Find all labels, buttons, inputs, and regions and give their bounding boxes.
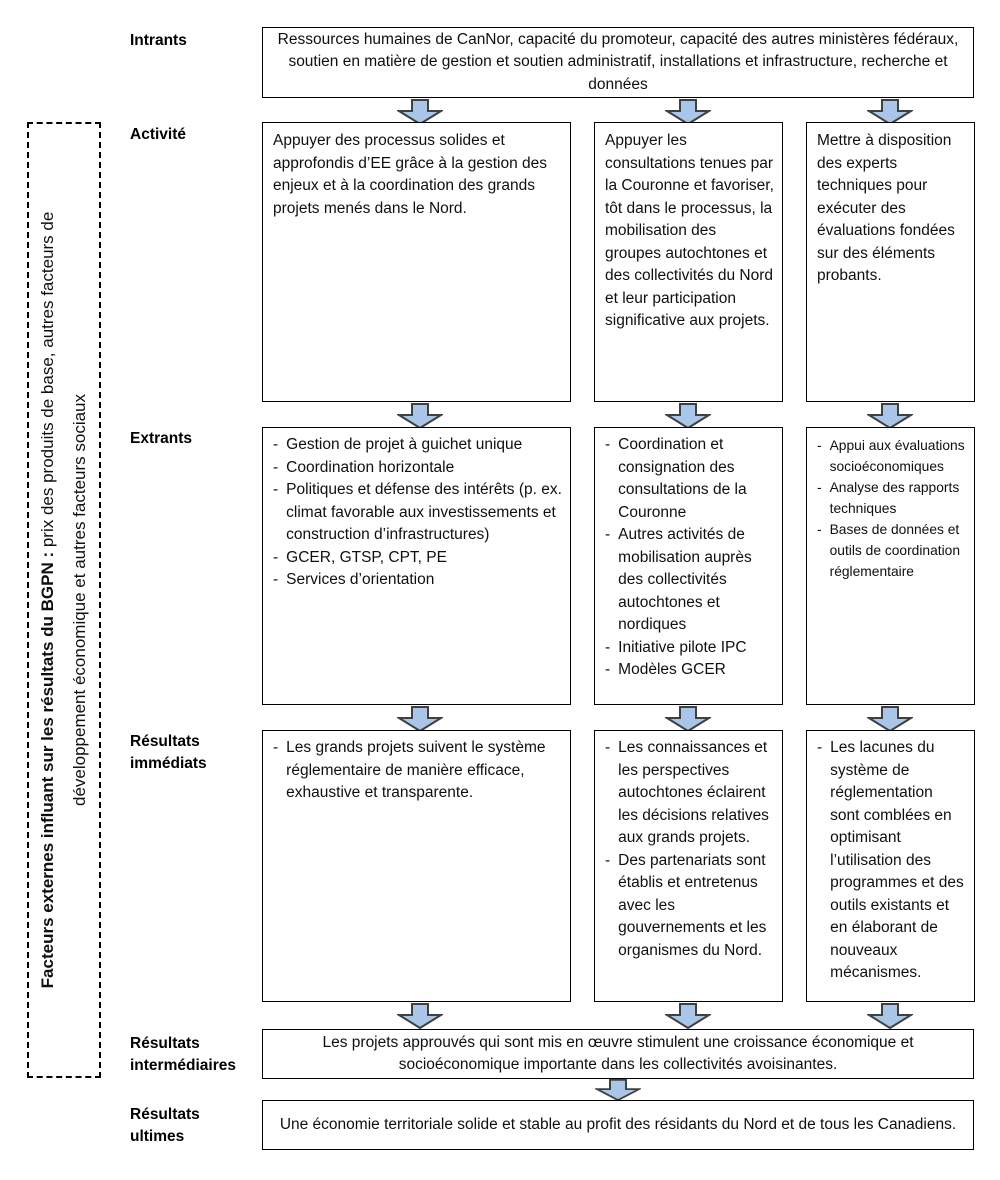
resultats-immediats-list-1 bbox=[273, 737, 562, 805]
bullet: - bbox=[273, 548, 279, 566]
list-item: - Coordination et consignation des consultations de la Couronne bbox=[605, 434, 774, 524]
intrants-box bbox=[262, 27, 974, 98]
activite-text-1: Appuyer des processus solides et approfondis d’EE grâce à la gestion des enjeux et à la coordination des grands projets menés dans le Nord. bbox=[273, 132, 548, 217]
bullet: - bbox=[273, 739, 279, 756]
activite-box-ee-processus bbox=[262, 122, 571, 402]
list-item: - Initiative pilote IPC bbox=[605, 637, 774, 660]
bullet: - bbox=[605, 526, 611, 543]
resultats-immediats-list-3 bbox=[817, 737, 966, 985]
resultats-ultimes-text: Une économie territoriale solide et stable au profit des résidants du Nord et de tous les Canadiens. bbox=[279, 1115, 957, 1133]
resultats-immediats-list-2 bbox=[605, 737, 774, 962]
bullet: - bbox=[817, 522, 822, 537]
row-label-intrants: Intrants bbox=[130, 32, 187, 49]
down-arrow-icon bbox=[867, 403, 913, 429]
down-arrow-icon bbox=[867, 1003, 913, 1029]
list-item: - Analyse des rapports techniques bbox=[817, 477, 966, 519]
activite-text-3: Mettre à disposition des experts techniques pour exécuter des évaluations fondées sur des éléments probants. bbox=[817, 132, 955, 284]
list-item: - Les lacunes du système de réglementation sont comblées en optimisant l’utilisation des programmes et des outils existants et en élaborant de nouveaux mécanismes. bbox=[817, 737, 966, 985]
bullet: - bbox=[273, 481, 279, 498]
bullet: - bbox=[817, 480, 822, 495]
row-label-resultats-intermediaires: Résultats intermédiaires bbox=[130, 1035, 236, 1074]
down-arrow-icon bbox=[665, 1003, 711, 1029]
bullet: - bbox=[605, 851, 611, 869]
intrants-text: Ressources humaines de CanNor, capacité du promoteur, capacité des autres ministères fédéraux, soutien en matière de gestion et soutien administratif, installations et infrastructure, recherche et données bbox=[277, 30, 959, 93]
resultats-intermediaires-text: Les projets approuvés qui sont mis en œuvre stimulent une croissance économique et socioéconomique importante dans les collectivités avoisinantes. bbox=[322, 1033, 914, 1073]
row-label-resultats-ultimes: Résultats ultimes bbox=[130, 1106, 200, 1145]
external-factors-line2: développement économique et autres facteurs sociaux bbox=[70, 393, 89, 807]
down-arrow-icon bbox=[595, 1079, 641, 1101]
resultats-immediats-box-1 bbox=[262, 730, 571, 1002]
bullet: - bbox=[273, 458, 279, 476]
list-item: - Modèles GCER bbox=[605, 659, 774, 682]
bullet: - bbox=[273, 571, 279, 588]
bullet: - bbox=[273, 436, 279, 453]
resultats-intermediaires-box bbox=[262, 1029, 974, 1079]
list-item: - Appui aux évaluations socioéconomiques bbox=[817, 435, 966, 477]
bullet: - bbox=[605, 638, 611, 656]
bullet: - bbox=[817, 739, 823, 756]
down-arrow-icon bbox=[397, 403, 443, 429]
external-factors-panel bbox=[27, 122, 101, 1078]
activite-box-experts bbox=[806, 122, 975, 402]
bullet: - bbox=[605, 661, 611, 678]
list-item: - Bases de données et outils de coordination réglementaire bbox=[817, 519, 966, 582]
row-label-extrants: Extrants bbox=[130, 430, 193, 447]
resultats-ultimes-box bbox=[262, 1100, 974, 1150]
down-arrow-icon bbox=[665, 403, 711, 429]
list-item: - Les connaissances et les perspectives autochtones éclairent les décisions relatives aux grands projets. bbox=[605, 737, 774, 850]
list-item: - Gestion de projet à guichet unique bbox=[273, 434, 562, 457]
list-item: - Des partenariats sont établis et entretenus avec les gouvernements et les organismes du Nord. bbox=[605, 850, 774, 963]
extrants-box-1 bbox=[262, 427, 571, 705]
extrants-list-1 bbox=[273, 434, 562, 592]
extrants-box-2 bbox=[594, 427, 783, 705]
row-label-activite: Activité bbox=[130, 126, 186, 143]
extrants-list-2 bbox=[605, 434, 774, 682]
extrants-box-3 bbox=[806, 427, 975, 705]
down-arrow-icon bbox=[397, 1003, 443, 1029]
bullet: - bbox=[605, 436, 611, 453]
extrants-list-3 bbox=[817, 435, 966, 582]
down-arrow-icon bbox=[867, 706, 913, 732]
bullet: - bbox=[817, 438, 822, 453]
external-factors-line1 bbox=[32, 212, 64, 989]
row-label-resultats-immediats: Résultats immédiats bbox=[130, 733, 207, 772]
list-item: - Les grands projets suivent le système réglementaire de manière efficace, exhaustive et transparente. bbox=[273, 737, 562, 805]
list-item: - GCER, GTSP, CPT, PE bbox=[273, 547, 562, 570]
list-item: - Coordination horizontale bbox=[273, 457, 562, 480]
down-arrow-icon bbox=[665, 706, 711, 732]
activite-box-consultations bbox=[594, 122, 783, 402]
down-arrow-icon bbox=[397, 706, 443, 732]
list-item: - Politiques et défense des intérêts (p. ex. climat favorable aux investissements et construction d’infrastructures) bbox=[273, 479, 562, 547]
list-item: - Autres activités de mobilisation auprès des collectivités autochtones et nordiques bbox=[605, 524, 774, 637]
resultats-immediats-box-2 bbox=[594, 730, 783, 1002]
resultats-immediats-box-3 bbox=[806, 730, 975, 1002]
external-factors-bold: Facteurs externes influant sur les résultats du BGPN : bbox=[38, 551, 57, 989]
external-factors-rest: prix des produits de base, autres facteurs de bbox=[38, 211, 57, 552]
list-item: - Services d’orientation bbox=[273, 569, 562, 592]
activite-text-2: Appuyer les consultations tenues par la Couronne et favoriser, tôt dans le processus, la mobilisation des groupes autochtones et des collectivités du Nord et leur participation significative aux projets. bbox=[605, 132, 774, 329]
bullet: - bbox=[605, 739, 611, 756]
